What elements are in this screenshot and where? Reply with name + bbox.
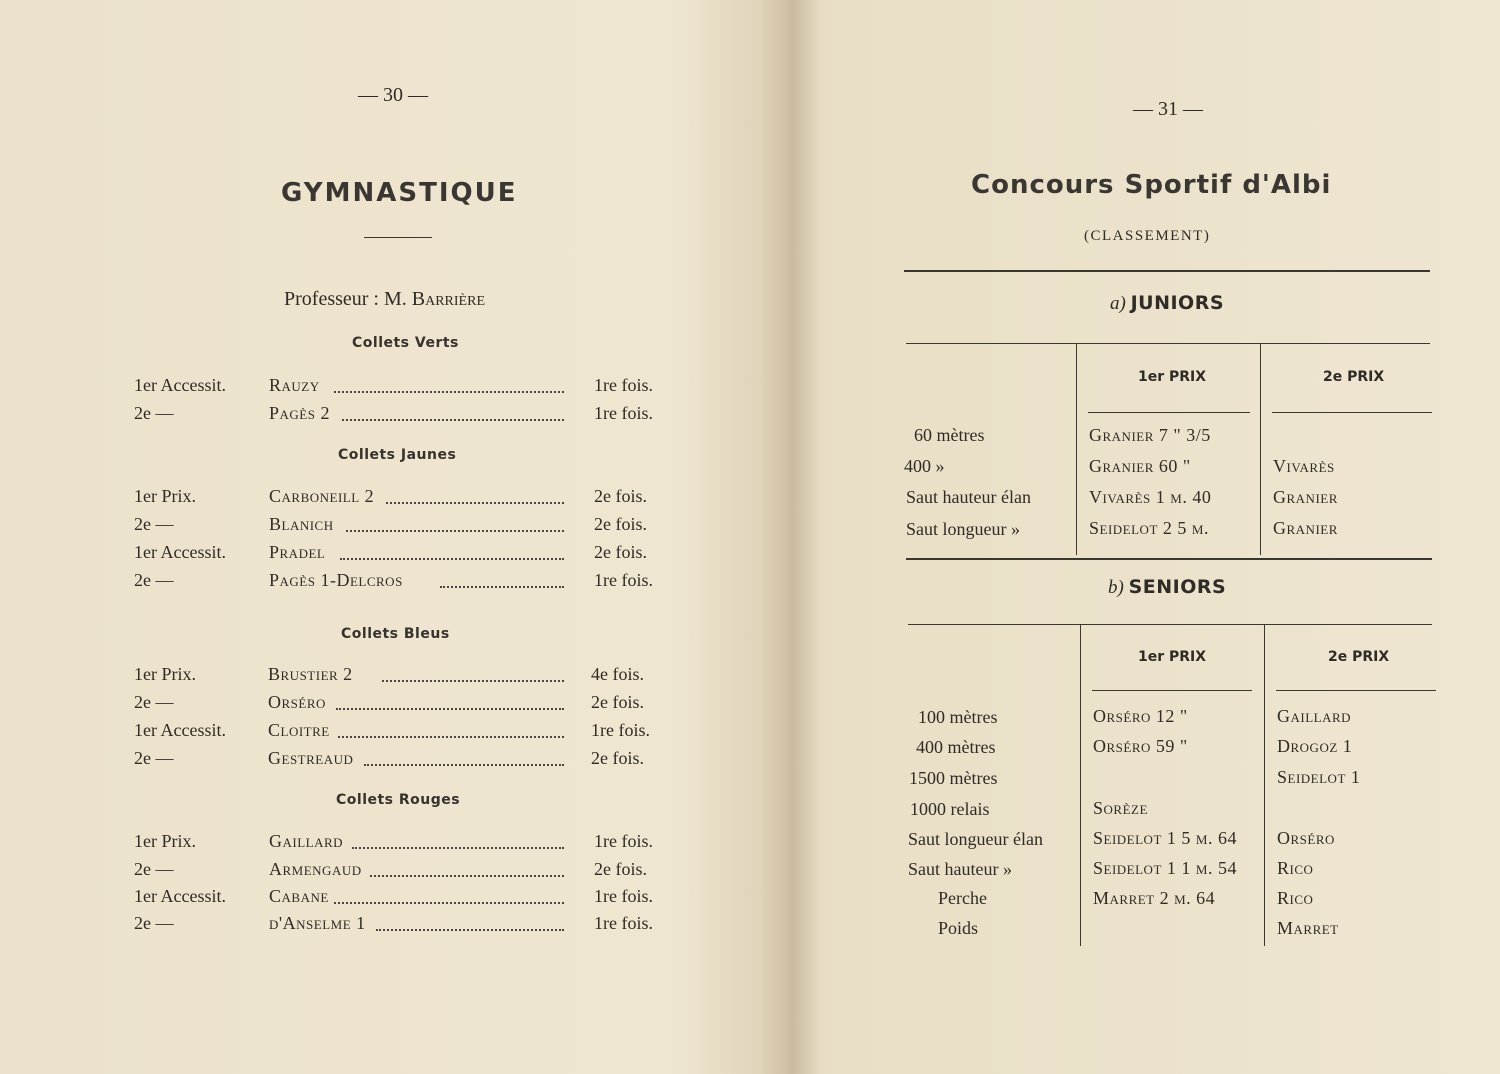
event-name: Poids bbox=[938, 918, 979, 938]
student-name: Cloitre bbox=[268, 720, 330, 740]
header-rule bbox=[1088, 412, 1250, 413]
event-name: 100 mètres bbox=[918, 707, 998, 727]
event-name: Perche bbox=[938, 888, 987, 908]
event-name: 60 mètres bbox=[914, 425, 985, 445]
column-divider bbox=[1076, 343, 1077, 555]
list-item bbox=[0, 514, 780, 540]
rank-label: 1er Accessit. bbox=[134, 720, 226, 740]
section-letter: a) bbox=[1110, 293, 1126, 314]
times-count: 1re fois. bbox=[594, 570, 653, 590]
rank-label: 2e — bbox=[134, 514, 174, 534]
professor-name: Barrière bbox=[411, 288, 485, 310]
list-item bbox=[0, 486, 780, 512]
leader-dots bbox=[440, 576, 564, 588]
header-rule bbox=[1092, 690, 1252, 691]
student-name: Brustier 2 bbox=[268, 664, 353, 684]
category-heading: Collets Bleus bbox=[341, 626, 450, 642]
rank-label: 1er Accessit. bbox=[134, 542, 226, 562]
student-name: Carboneill 2 bbox=[269, 486, 375, 506]
student-name: d'Anselme 1 bbox=[269, 913, 366, 933]
list-item bbox=[0, 831, 780, 857]
leader-dots bbox=[338, 726, 564, 738]
list-item bbox=[0, 886, 780, 912]
category-heading: Collets Jaunes bbox=[338, 447, 457, 463]
leader-dots bbox=[340, 548, 564, 560]
column-header: 1er PRIX bbox=[1138, 369, 1207, 385]
list-item bbox=[0, 859, 780, 885]
list-item bbox=[0, 748, 780, 774]
rank-label: 1er Prix. bbox=[134, 486, 196, 506]
second-prize: Orséro bbox=[1277, 828, 1335, 848]
leader-dots bbox=[334, 381, 564, 393]
leader-dots bbox=[376, 919, 564, 931]
student-name: Orséro bbox=[268, 692, 326, 712]
times-count: 2e fois. bbox=[594, 542, 647, 562]
second-prize: Vivarès bbox=[1273, 456, 1335, 476]
second-prize: Granier bbox=[1273, 487, 1338, 507]
column-divider bbox=[1080, 624, 1081, 946]
student-name: Gestreaud bbox=[268, 748, 354, 768]
list-item bbox=[0, 375, 780, 401]
times-count: 2e fois. bbox=[594, 486, 647, 506]
list-item bbox=[0, 403, 780, 429]
column-header: 1er PRIX bbox=[1138, 649, 1207, 665]
rank-label: 2e — bbox=[134, 913, 174, 933]
rank-label: 1er Accessit. bbox=[134, 886, 226, 906]
second-prize: Granier bbox=[1273, 518, 1338, 538]
second-prize: Rico bbox=[1277, 888, 1314, 908]
times-count: 1re fois. bbox=[594, 886, 653, 906]
list-item bbox=[0, 692, 780, 718]
table-rule bbox=[904, 270, 1430, 272]
student-name: Rauzy bbox=[269, 375, 320, 395]
event-name: Saut hauteur » bbox=[908, 859, 1012, 879]
section-heading-juniors bbox=[1110, 292, 1224, 315]
page-title: GYMNASTIQUE bbox=[281, 178, 518, 208]
student-name: Blanich bbox=[269, 514, 334, 534]
page-number: — 30 — bbox=[358, 84, 428, 106]
times-count: 2e fois. bbox=[594, 859, 647, 879]
student-name: Gaillard bbox=[269, 831, 344, 851]
category-heading: Collets Verts bbox=[352, 335, 459, 351]
first-prize: Orséro 59 " bbox=[1093, 736, 1188, 756]
list-item bbox=[0, 720, 780, 746]
student-name: Cabane bbox=[269, 886, 329, 906]
second-prize: Rico bbox=[1277, 858, 1314, 878]
times-count: 1re fois. bbox=[591, 720, 650, 740]
times-count: 2e fois. bbox=[594, 514, 647, 534]
event-name: Saut longueur élan bbox=[908, 829, 1043, 849]
column-divider bbox=[1260, 343, 1261, 555]
first-prize: Granier 7 " 3/5 bbox=[1089, 425, 1211, 445]
second-prize: Gaillard bbox=[1277, 706, 1352, 726]
event-name: 1500 mètres bbox=[909, 768, 998, 788]
times-count: 1re fois. bbox=[594, 375, 653, 395]
section-letter: b) bbox=[1108, 577, 1124, 598]
leader-dots bbox=[352, 837, 564, 849]
second-prize: Drogoz 1 bbox=[1277, 736, 1353, 756]
column-header: 2e PRIX bbox=[1323, 369, 1385, 385]
first-prize: Seidelot 1 5 m. 64 bbox=[1093, 828, 1237, 848]
list-item bbox=[0, 570, 780, 596]
leader-dots bbox=[370, 865, 564, 877]
first-prize: Seidelot 1 1 m. 54 bbox=[1093, 858, 1237, 878]
times-count: 1re fois. bbox=[594, 403, 653, 423]
event-name: Saut hauteur élan bbox=[906, 487, 1031, 507]
header-rule bbox=[1272, 412, 1432, 413]
second-prize: Seidelot 1 bbox=[1277, 767, 1361, 787]
rank-label: 2e — bbox=[134, 570, 174, 590]
column-header: 2e PRIX bbox=[1328, 649, 1390, 665]
section-label: SENIORS bbox=[1128, 576, 1227, 598]
event-name: 400 mètres bbox=[916, 737, 996, 757]
first-prize: Sorèze bbox=[1093, 798, 1148, 818]
first-prize: Orséro 12 " bbox=[1093, 706, 1188, 726]
page-subtitle: (CLASSEMENT) bbox=[1084, 228, 1211, 244]
leader-dots bbox=[342, 409, 564, 421]
first-prize: Marret 2 m. 64 bbox=[1093, 888, 1216, 908]
first-prize: Seidelot 2 5 m. bbox=[1089, 518, 1209, 538]
rank-label: 2e — bbox=[134, 748, 174, 768]
event-name: Saut longueur » bbox=[906, 519, 1020, 539]
student-name: Pagès 2 bbox=[269, 403, 330, 423]
column-divider bbox=[1264, 624, 1265, 946]
leader-dots bbox=[364, 754, 564, 766]
rank-label: 2e — bbox=[134, 403, 174, 423]
leader-dots bbox=[382, 670, 564, 682]
header-rule bbox=[1276, 690, 1436, 691]
table-rule bbox=[906, 343, 1430, 344]
times-count: 1re fois. bbox=[594, 913, 653, 933]
table-rule bbox=[906, 558, 1432, 560]
second-prize: Marret bbox=[1277, 918, 1339, 938]
list-item bbox=[0, 542, 780, 568]
list-item bbox=[0, 664, 780, 690]
rank-label: 1er Prix. bbox=[134, 664, 196, 684]
times-count: 1re fois. bbox=[594, 831, 653, 851]
first-prize: Vivarès 1 m. 40 bbox=[1089, 487, 1212, 507]
times-count: 4e fois. bbox=[591, 664, 644, 684]
leader-dots bbox=[336, 698, 564, 710]
times-count: 2e fois. bbox=[591, 748, 644, 768]
event-name: 400 » bbox=[904, 456, 945, 476]
student-name: Pagès 1-Delcros bbox=[269, 570, 403, 590]
times-count: 2e fois. bbox=[591, 692, 644, 712]
professor-line bbox=[284, 288, 485, 311]
page-number: — 31 — bbox=[1133, 98, 1203, 120]
leader-dots bbox=[334, 892, 564, 904]
student-name: Pradel bbox=[269, 542, 326, 562]
section-heading-seniors bbox=[1108, 576, 1226, 599]
section-label: JUNIORS bbox=[1130, 292, 1225, 314]
leader-dots bbox=[346, 520, 564, 532]
rank-label: 2e — bbox=[134, 859, 174, 879]
first-prize: Granier 60 " bbox=[1089, 456, 1191, 476]
title-rule bbox=[364, 237, 432, 238]
event-name: 1000 relais bbox=[910, 799, 990, 819]
student-name: Armengaud bbox=[269, 859, 362, 879]
rank-label: 1er Prix. bbox=[134, 831, 196, 851]
category-heading: Collets Rouges bbox=[336, 792, 461, 808]
professor-label: Professeur : M. bbox=[284, 288, 407, 310]
page-title: Concours Sportif d'Albi bbox=[971, 170, 1332, 200]
rank-label: 2e — bbox=[134, 692, 174, 712]
leader-dots bbox=[386, 492, 564, 504]
list-item bbox=[0, 913, 780, 939]
table-rule bbox=[908, 624, 1432, 625]
rank-label: 1er Accessit. bbox=[134, 375, 226, 395]
